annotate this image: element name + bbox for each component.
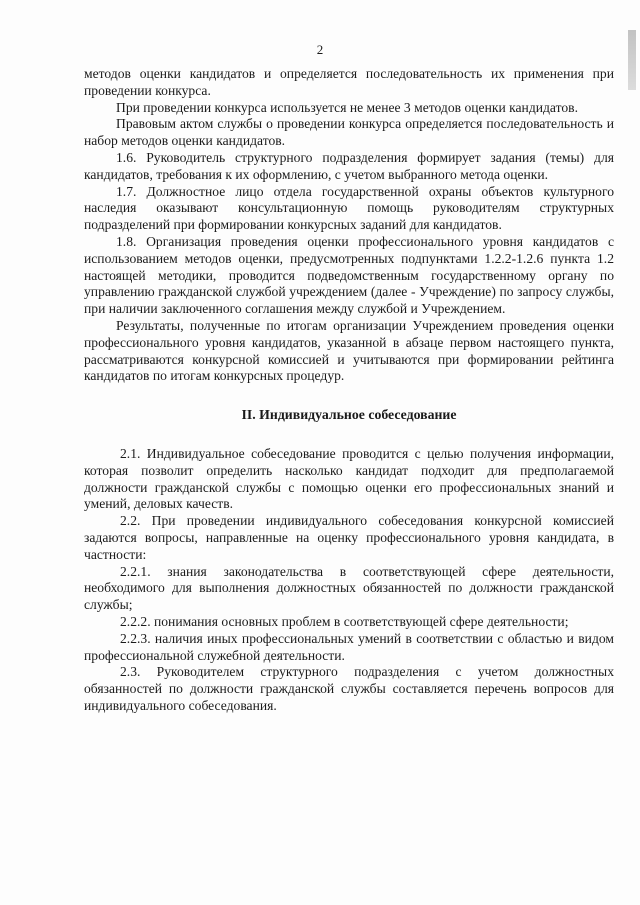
section-heading: II. Индивидуальное собеседование (241, 407, 457, 423)
document-body (84, 66, 614, 715)
paragraph: При проведении конкурса используется не менее 3 методов оценки кандидатов. (116, 99, 578, 115)
paragraph-2-2-1: 2.2.1. знания законодательства в соответствующей сфере деятельности, необходимого для выполнения должностных обязанностей по должности гражданской службы; (84, 563, 614, 613)
paragraph-results: Результаты, полученные по итогам организации Учреждением проведения оценки профессионального уровня кандидатов, указанной в абзаце первом настоящего пункта, рассматриваются конкурсной комиссией и учитываются при формировании рейтинга кандидатов по итогам конкурсных процедур. (84, 317, 614, 384)
paragraph: методов оценки кандидатов и определяется последовательность их применения при проведении конкурса. (84, 66, 614, 98)
paragraph-2-2-2: 2.2.2. понимания основных проблем в соответствующей сфере деятельности; (120, 613, 569, 629)
paragraph: Правовым актом службы о проведении конкурса определяется последовательность и набор методов оценки кандидатов. (84, 116, 614, 149)
page-number: 2 (316, 42, 324, 57)
paragraph-2-1: 2.1. Индивидуальное собеседование проводится с целью получения информации, которая позволит определить насколько кандидат подходит для предполагаемой должности гражданской службы с помощью оценки его профессиональных знаний и умений, деловых качеств. (84, 445, 614, 512)
paragraph-1-7: 1.7. Должностное лицо отдела государственной охраны объектов культурного наследия оказывают консультационную помощь руководителям структурных подразделений при формировании конкурсных заданий для кандидатов. (84, 183, 614, 233)
scan-edge-mark (628, 30, 636, 90)
paragraph-2-2-3: 2.2.3. наличия иных профессиональных умений в соответствии с областью и видом профессиональной служебной деятельности. (84, 630, 614, 663)
paragraph-2-3: 2.3. Руководителем структурного подразделения с учетом должностных обязанностей по должности гражданской службы составляется перечень вопросов для индивидуального собеседования. (84, 664, 614, 713)
paragraph-2-2: 2.2. При проведении индивидуального собеседования конкурсной комиссией задаются вопросы, направленные на оценку профессионального уровня кандидата, в частности: (84, 513, 614, 562)
paragraph-1-8: 1.8. Организация проведения оценки профессионального уровня кандидатов с использованием методов оценки, предусмотренных подпунктами 1.2.2-1.2.6 пункта 1.2 настоящей методики, проводится подведомственным государственному органу по управлению гражданской службой учреждением (далее - Учреждение) по запросу службы, при наличии заключенного соглашения между службой и Учреждением. (84, 233, 614, 317)
paragraph-1-6: 1.6. Руководитель структурного подразделения формирует задания (темы) для кандидатов, требования к их оформлению, с учетом выбранного метода оценки. (84, 149, 614, 182)
